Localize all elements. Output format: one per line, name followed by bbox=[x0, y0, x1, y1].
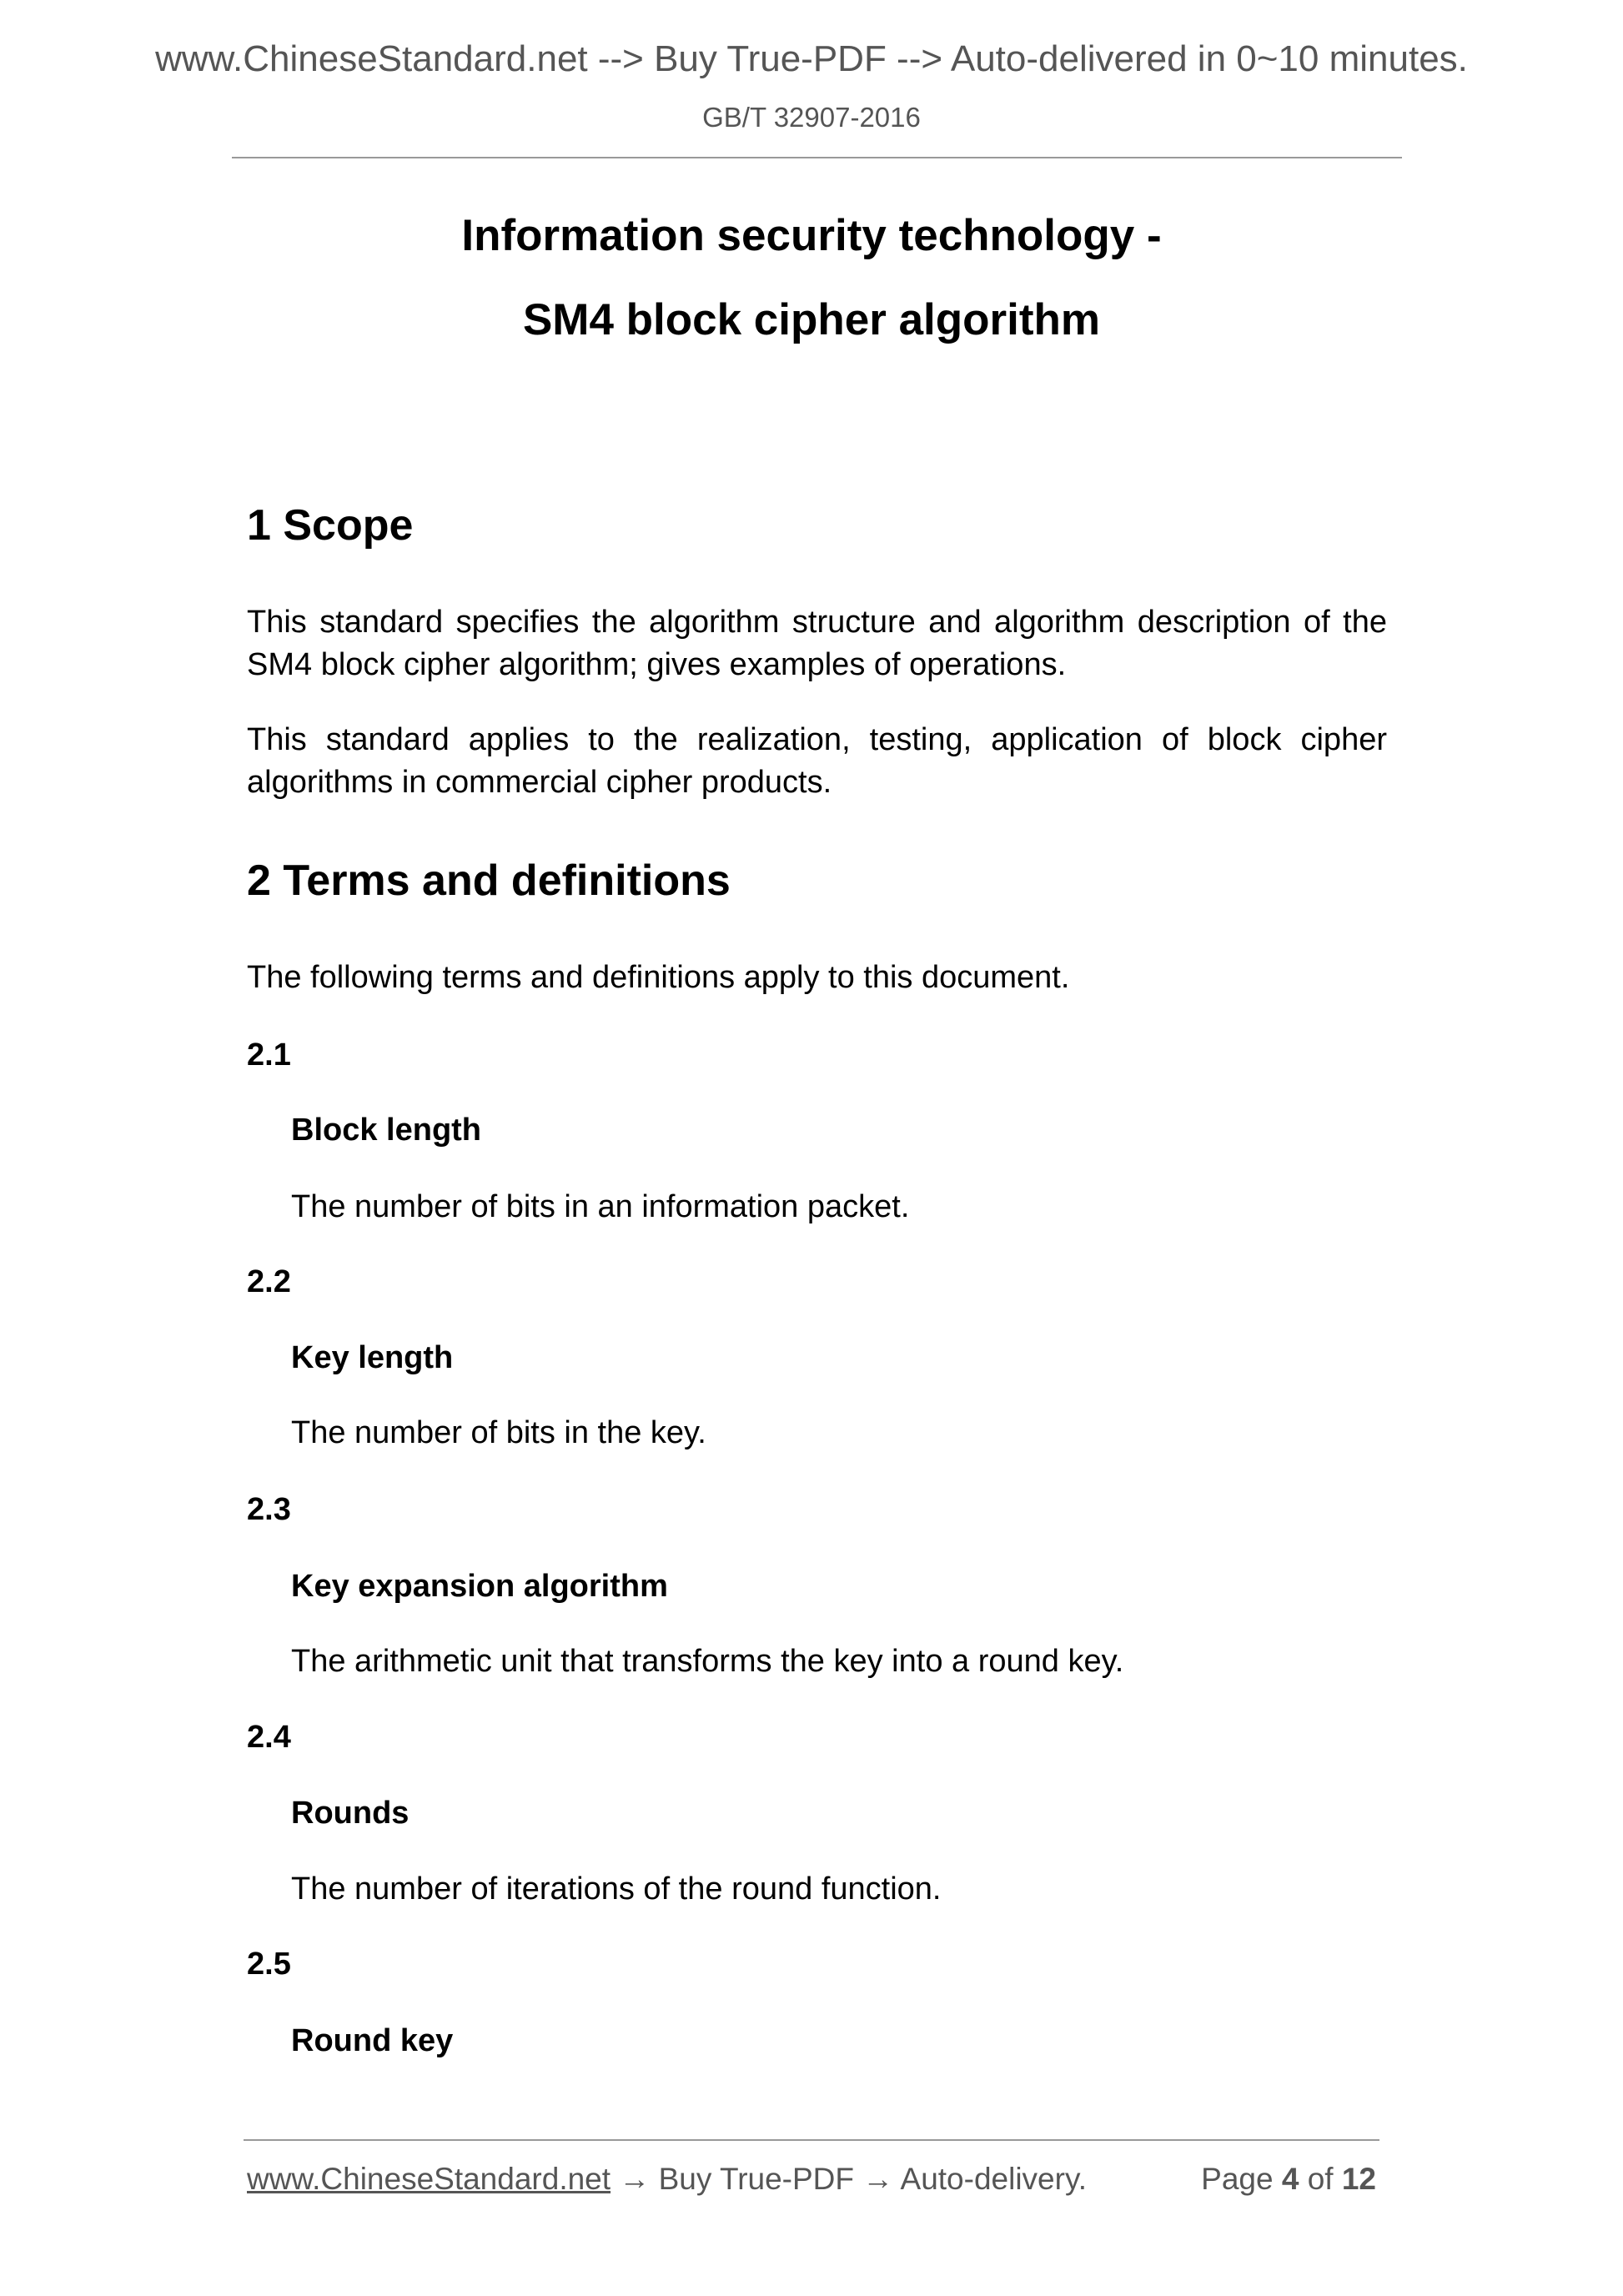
term-name: Rounds bbox=[291, 1796, 410, 1831]
term-number: 2.4 bbox=[247, 1720, 291, 1755]
term-number: 2.1 bbox=[247, 1037, 291, 1073]
footer-promo bbox=[247, 2161, 1087, 2198]
term-definition: The number of bits in an information packet. bbox=[291, 1189, 910, 1224]
section-heading-terms: 2 Terms and definitions bbox=[247, 857, 731, 905]
section-heading-scope: 1 Scope bbox=[247, 501, 414, 550]
document-title-line1: Information security technology - bbox=[461, 211, 1162, 260]
scope-para2-line1: This standard applies to the realization, testing, application of block cipher bbox=[247, 722, 1387, 757]
term-name: Key expansion algorithm bbox=[291, 1569, 668, 1604]
scope-para2-line2: algorithms in commercial cipher products. bbox=[247, 765, 832, 800]
page-current: 4 bbox=[1281, 2162, 1299, 2196]
terms-intro: The following terms and definitions apply to this document. bbox=[247, 960, 1070, 995]
footer-divider bbox=[244, 2139, 1379, 2141]
term-name: Key length bbox=[291, 1340, 454, 1375]
term-definition: The number of iterations of the round function. bbox=[291, 1871, 942, 1907]
term-name: Round key bbox=[291, 2023, 454, 2058]
page-total: 12 bbox=[1341, 2162, 1376, 2196]
footer-site-link[interactable]: www.ChineseStandard.net bbox=[247, 2162, 611, 2196]
term-definition: The number of bits in the key. bbox=[291, 1415, 706, 1450]
term-number: 2.5 bbox=[247, 1947, 291, 1982]
footer-promo-text: → Buy True-PDF → Auto-delivery. bbox=[619, 2162, 1087, 2196]
term-name: Block length bbox=[291, 1113, 482, 1148]
of-label: of bbox=[1307, 2162, 1334, 2196]
scope-para1-line1: This standard specifies the algorithm structure and algorithm description of the bbox=[247, 605, 1387, 640]
standard-number: GB/T 32907-2016 bbox=[702, 102, 921, 133]
term-definition: The arithmetic unit that transforms the key into a round key. bbox=[291, 1644, 1124, 1679]
page-label: Page bbox=[1201, 2162, 1274, 2196]
term-number: 2.2 bbox=[247, 1264, 291, 1299]
page-indicator bbox=[1201, 2161, 1376, 2198]
term-number: 2.3 bbox=[247, 1492, 291, 1527]
header-banner: www.ChineseStandard.net --> Buy True-PDF --> Auto-delivered in 0~10 minutes. bbox=[155, 38, 1468, 79]
header-divider bbox=[232, 157, 1402, 158]
document-title-line2: SM4 block cipher algorithm bbox=[522, 295, 1101, 344]
scope-para1-line2: SM4 block cipher algorithm; gives examples of operations. bbox=[247, 647, 1067, 682]
